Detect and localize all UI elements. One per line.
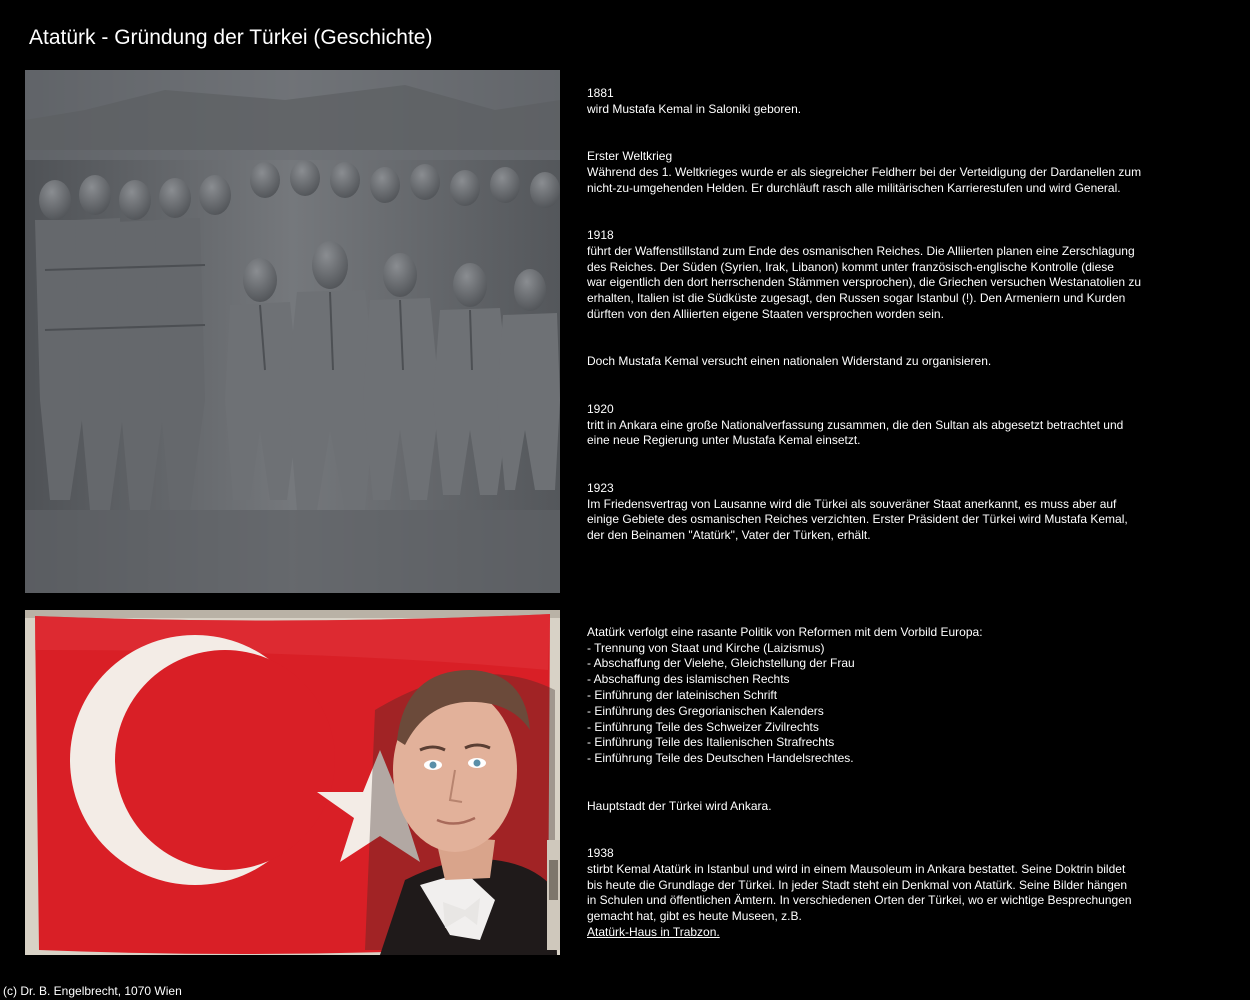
paragraph-hauptstadt: Hauptstadt der Türkei wird Ankara. [587, 798, 772, 813]
paragraph-1918: 1918 führt der Waffenstillstand zum Ende des osmanischen Reiches. Die Alliierten planen eine Zerschlagung des Reiches. Der Süden (Syrien, Irak, Libanon) kommt unter französisch-englische Kontrolle (diese war eigentlich den dort herrschenden Stämmen versprochen), die Griechen versuchen Westanatolien zu erhalten, Italien ist die Südküste zugesagt, den Russen sogar Istanbul (!). Den Armeniern und Kurden dürften von den Alliierten eigene Staaten versprochen worden sein. [587, 227, 1142, 321]
history-text-1 [587, 70, 1167, 560]
paragraph-weltkrieg: Erster Weltkrieg Während des 1. Weltkrieges wurde er als siegreicher Feldherr bei der Verteidigung der Dardanellen zum nicht-zu-umgehenden Helden. Er durchläuft rasch alle militärischen Karrierestufen und wird General. [587, 148, 1142, 195]
relief-photo [25, 70, 560, 593]
flag-portrait-illustration [25, 610, 560, 955]
paragraph-reformen: Atatürk verfolgt eine rasante Politik von Reformen mit dem Vorbild Europa: - Trennung von Staat und Kirche (Laizismus) - Abschaffung der Vielehe, Gleichstellung der Frau - Abschaffung des islamischen Rechts - Einführung der lateinischen Schrift - Einführung des Gregorianischen Kalenders - Einführung Teile des Schweizer Zivilrechts - Einführung Teile des Italienischen Strafrechts - Einführung Teile des Deutschen Handelsrechtes. [587, 624, 983, 766]
paragraph-1881: 1881 wird Mustafa Kemal in Saloniki geboren. [587, 85, 802, 116]
paragraph-1938-text: 1938 stirbt Kemal Atatürk in Istanbul und wird in einem Mausoleum in Ankara bestattet. Seine Doktrin bildet bis heute die Grundlage der Türkei. In jeder Stadt steht ein Denkmal von Atatürk. Seine Bilder hängen in Schulen und öffentlichen Ämtern. In verschiedenen Orten der Türkei, wo er wichtige Besprechungen gemacht hat, gibt es heute Museen, z.B. [587, 845, 1132, 924]
page-title: Atatürk - Gründung der Türkei (Geschichte) [29, 26, 433, 49]
paragraph-1923: 1923 Im Friedensvertrag von Lausanne wird die Türkei als souveräner Staat anerkannt, es muss aber auf einige Gebiete des osmanischen Reiches verzichten. Erster Präsident der Türkei wird Mustafa Kemal, der den Beinamen "Atatürk", Vater der Türken, erhält. [587, 480, 1128, 543]
relief-illustration [25, 70, 560, 593]
flag-portrait-photo [25, 610, 560, 955]
paragraph-1920: 1920 tritt in Ankara eine große Nationalverfassung zusammen, die den Sultan als abgesetzt betrachtet und eine neue Regierung unter Mustafa Kemal einsetzt. [587, 401, 1124, 448]
history-text-2 [587, 609, 1167, 957]
copyright-footer: (c) Dr. B. Engelbrecht, 1070 Wien [3, 984, 182, 998]
paragraph-1938 [587, 846, 1167, 941]
paragraph-widerstand: Doch Mustafa Kemal versucht einen nationalen Widerstand zu organisieren. [587, 354, 992, 369]
ataturk-haus-link[interactable]: Atatürk-Haus in Trabzon. [587, 924, 720, 939]
